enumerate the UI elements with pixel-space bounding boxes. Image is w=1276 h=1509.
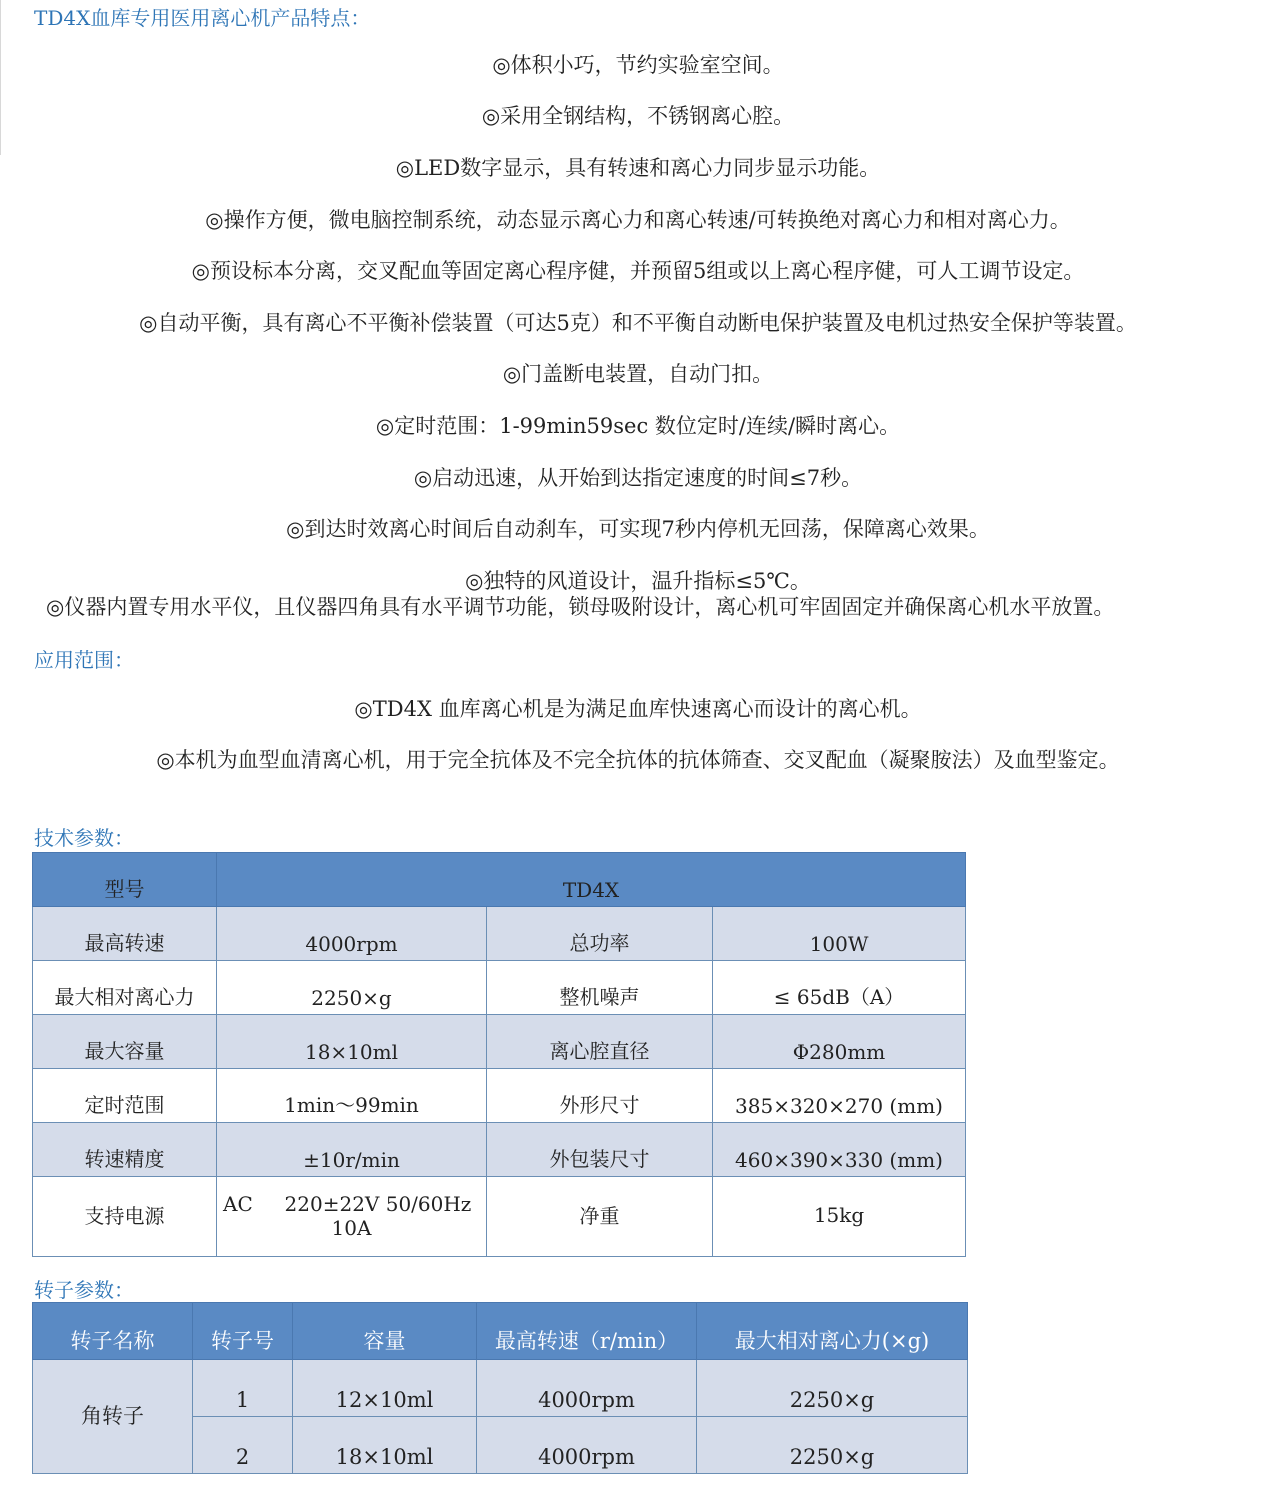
- spec-value: 4000rpm: [217, 907, 487, 961]
- spec-label: 最大容量: [33, 1015, 217, 1069]
- spec-value: 100W: [713, 907, 966, 961]
- table-row: [33, 961, 966, 1015]
- column-header: 最大相对离心力(×g): [697, 1303, 968, 1360]
- power-line-1: AC 220±22V 50/60Hz: [223, 1191, 472, 1216]
- feature-item: ◎到达时效离心时间后自动刹车，可实现7秒内停机无回荡，保障离心效果。: [286, 517, 990, 541]
- table-row: [33, 1069, 966, 1123]
- table-row: [33, 1177, 966, 1257]
- feature-item: ◎预设标本分离，交叉配血等固定离心程序健，并预留5组或以上离心程序健，可人工调节设定。: [191, 259, 1085, 283]
- spec-label: 定时范围: [33, 1069, 217, 1123]
- spec-value: 18×10ml: [217, 1015, 487, 1069]
- feature-item: ◎启动迅速，从开始到达指定速度的时间≤7秒。: [413, 466, 863, 490]
- feature-item: ◎采用全钢结构，不锈钢离心腔。: [481, 104, 795, 128]
- spec-label: 外形尺寸: [487, 1069, 713, 1123]
- application-item: ◎TD4X 血库离心机是为满足血库快速离心而设计的离心机。: [354, 697, 922, 721]
- spec-value: Φ280mm: [713, 1015, 966, 1069]
- table-row: [33, 907, 966, 961]
- rotor-capacity: 18×10ml: [293, 1417, 477, 1474]
- rotor-title: 转子参数：: [34, 1278, 134, 1302]
- rotor-number: 1: [193, 1360, 293, 1417]
- spec-label: 整机噪声: [487, 961, 713, 1015]
- power-value: [217, 1177, 487, 1257]
- table-row: [33, 1015, 966, 1069]
- application-title: 应用范围：: [34, 648, 134, 672]
- feature-item: ◎定时范围：1-99min59sec 数位定时/连续/瞬时离心。: [375, 414, 901, 438]
- spec-table: [32, 852, 966, 1257]
- feature-item: ◎LED数字显示，具有转速和离心力同步显示功能。: [395, 156, 881, 180]
- feature-item: ◎体积小巧，节约实验室空间。: [492, 53, 784, 77]
- rotor-number: 2: [193, 1417, 293, 1474]
- rotor-max-speed: 4000rpm: [477, 1417, 697, 1474]
- feature-item: ◎仪器内置专用水平仪，且仪器四角具有水平调节功能，锁母吸附设计，离心机可牢固固定并确保离心机水平放置。: [46, 595, 1115, 619]
- spec-value: 2250×g: [217, 961, 487, 1015]
- application-item: ◎本机为血型血清离心机，用于完全抗体及不完全抗体的抗体筛查、交叉配血（凝聚胺法）及血型鉴定。: [156, 748, 1120, 772]
- rotor-header-row: [33, 1303, 968, 1360]
- table-row: [33, 1123, 966, 1177]
- spec-header-row: [33, 853, 966, 907]
- spec-value: 1min～99min: [217, 1069, 487, 1123]
- spec-value: ±10r/min: [217, 1123, 487, 1177]
- weight-value: 15kg: [713, 1177, 966, 1257]
- spec-label: 转速精度: [33, 1123, 217, 1177]
- column-header: 最高转速（r/min）: [477, 1303, 697, 1360]
- column-header: 转子号: [193, 1303, 293, 1360]
- spec-label: 总功率: [487, 907, 713, 961]
- model-label: 型号: [33, 853, 217, 907]
- spec-label: 最高转速: [33, 907, 217, 961]
- spec-value: ≤ 65dB（A）: [713, 961, 966, 1015]
- power-label: 支持电源: [33, 1177, 217, 1257]
- feature-item: ◎自动平衡，具有离心不平衡补偿装置（可达5克）和不平衡自动断电保护装置及电机过热安全保护等装置。: [139, 311, 1137, 335]
- features-title: TD4X血库专用医用离心机产品特点：: [34, 6, 371, 30]
- rotor-max-speed: 4000rpm: [477, 1360, 697, 1417]
- column-header: 容量: [293, 1303, 477, 1360]
- spec-label: 离心腔直径: [487, 1015, 713, 1069]
- rotor-capacity: 12×10ml: [293, 1360, 477, 1417]
- model-value: TD4X: [217, 853, 966, 907]
- feature-item: ◎操作方便，微电脑控制系统，动态显示离心力和离心转速/可转换绝对离心力和相对离心力。: [205, 208, 1071, 232]
- rotor-name: 角转子: [33, 1360, 193, 1474]
- spec-label: 最大相对离心力: [33, 961, 217, 1015]
- feature-item: ◎门盖断电装置，自动门扣。: [502, 362, 774, 386]
- spec-value: 385×320×270 (mm): [713, 1069, 966, 1123]
- spec-title: 技术参数：: [34, 826, 134, 850]
- column-header: 转子名称: [33, 1303, 193, 1360]
- spec-label: 外包装尺寸: [487, 1123, 713, 1177]
- spec-value: 460×390×330 (mm): [713, 1123, 966, 1177]
- weight-label: 净重: [487, 1177, 713, 1257]
- feature-item: ◎独特的风道设计，温升指标≤5℃。: [465, 569, 811, 593]
- rotor-max-rcf: 2250×g: [697, 1417, 968, 1474]
- rotor-max-rcf: 2250×g: [697, 1360, 968, 1417]
- rotor-table: [32, 1302, 968, 1474]
- power-line-2: 10A: [331, 1215, 372, 1240]
- table-row: [33, 1360, 968, 1417]
